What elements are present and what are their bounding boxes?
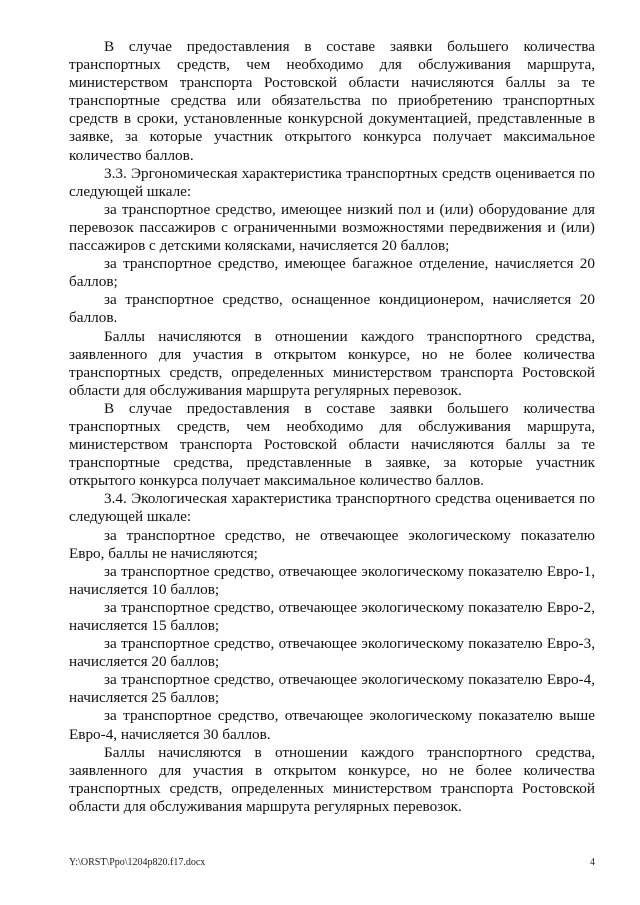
page-footer: [69, 857, 595, 871]
paragraph: за транспортное средство, отвечающее экологическому показателю выше Евро-4, начисляется 30 баллов.: [69, 707, 595, 743]
paragraph: за транспортное средство, оснащенное кондиционером, начисляется 20 баллов.: [69, 291, 595, 327]
paragraph: Баллы начисляются в отношении каждого транспортного средства, заявленного для участия в открытом конкурсе, но не более количества транспортных средств, определенных министерством транспорта Ростовской области для обслуживания маршрута регулярных перевозок.: [69, 743, 595, 815]
paragraph: за транспортное средство, отвечающее экологическому показателю Евро-2, начисляется 15 баллов;: [69, 598, 595, 634]
paragraph: за транспортное средство, отвечающее экологическому показателю Евро-4, начисляется 25 баллов;: [69, 671, 595, 707]
paragraph: за транспортное средство, имеющее низкий пол и (или) оборудование для перевозок пассажиров с ограниченными возможностями передвижения и (или) пассажиров с детскими колясками, начисляется 20 баллов;: [69, 200, 595, 255]
document-body: [69, 38, 595, 816]
paragraph: 3.3. Эргономическая характеристика транспортных средств оценивается по следующей шкале:: [69, 164, 595, 200]
footer-file-path: Y:\ORST\Ppo\1204p820.f17.docx: [69, 857, 206, 868]
paragraph: В случае предоставления в составе заявки большего количества транспортных средств, чем необходимо для обслуживания маршрута, министерством транспорта Ростовской области начисляются баллы за те транспортные средства или обязательства по приобретению транспортных средств в сроки, установленные конкурсной документацией, представленные в заявке, за которые участник открытого конкурса получает максимальное количество баллов.: [69, 38, 595, 164]
paragraph: за транспортное средство, отвечающее экологическому показателю Евро-3, начисляется 20 баллов;: [69, 635, 595, 671]
paragraph: 3.4. Экологическая характеристика транспортного средства оценивается по следующей шкале:: [69, 490, 595, 526]
paragraph: В случае предоставления в составе заявки большего количества транспортных средств, чем необходимо для обслуживания маршрута, министерством транспорта Ростовской области начисляются баллы за те транспортные средства, представленные в заявке, за которые участник открытого конкурса получает максимальное количество баллов.: [69, 399, 595, 490]
paragraph: за транспортное средство, отвечающее экологическому показателю Евро-1, начисляется 10 баллов;: [69, 562, 595, 598]
paragraph: за транспортное средство, не отвечающее экологическому показателю Евро, баллы не начисляются;: [69, 526, 595, 562]
paragraph: Баллы начисляются в отношении каждого транспортного средства, заявленного для участия в открытом конкурсе, но не более количества транспортных средств, определенных министерством транспорта Ростовской области для обслуживания маршрута регулярных перевозок.: [69, 327, 595, 399]
paragraph: за транспортное средство, имеющее багажное отделение, начисляется 20 баллов;: [69, 255, 595, 291]
page-number: 4: [590, 857, 595, 868]
